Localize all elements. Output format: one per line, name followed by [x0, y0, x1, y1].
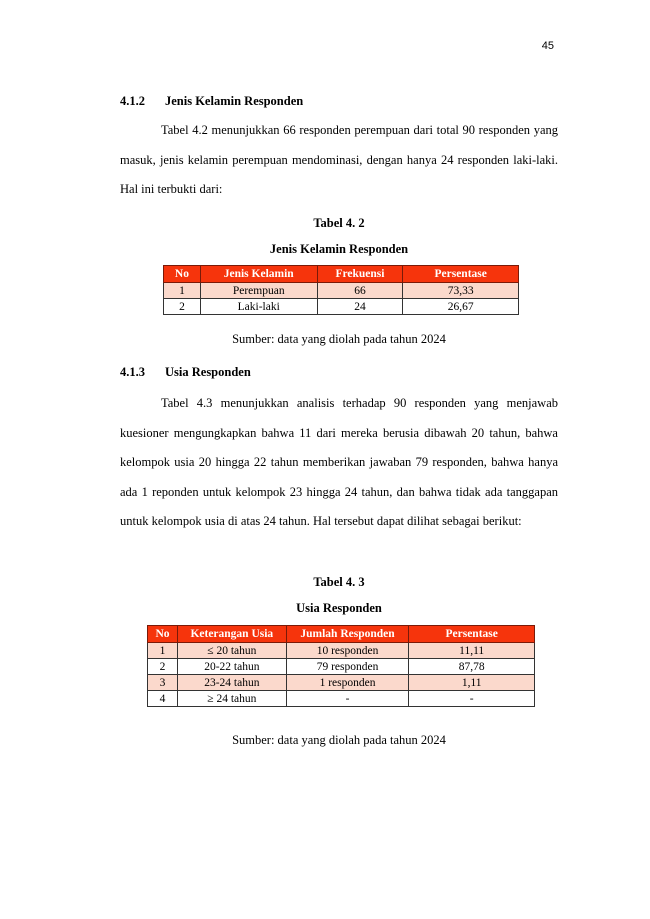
paragraph-text: Tabel 4.2 menunjukkan 66 responden perempuan dari total 90 responden yang masuk, jenis kelamin perempuan mendominasi, dengan hanya 24 responden laki-laki. Hal ini terbukti dari:	[120, 123, 558, 196]
table-row	[164, 283, 519, 299]
table-title: Usia Responden	[296, 601, 382, 615]
table-source: Sumber: data yang diolah pada tahun 2024	[232, 733, 446, 747]
section-title: Usia Responden	[165, 365, 251, 379]
column-header: Keterangan Usia	[177, 626, 286, 643]
table-cell: 11,11	[409, 643, 535, 659]
column-header: Persentase	[409, 626, 535, 643]
column-header: Frekuensi	[317, 266, 403, 283]
column-header: No	[164, 266, 201, 283]
table-cell: 1,11	[409, 675, 535, 691]
table-label: Tabel 4. 3	[313, 575, 365, 589]
table-cell: Perempuan	[200, 283, 317, 299]
table-cell: 87,78	[409, 659, 535, 675]
table-title: Jenis Kelamin Responden	[269, 242, 409, 256]
paragraph-text: Tabel 4.3 menunjukkan analisis terhadap 90 responden yang menjawab kuesioner mengungkapkan bahwa 11 dari mereka berusia dibawah 20 tahun, bahwa kelompok usia 20 hingga 22 tahun memberikan jawaban 79 responden, bahwa hanya ada 1 reponden untuk kelompok 23 hingga 24 tahun, dan bahwa tidak ada tanggapan untuk kelompok usia di atas 24 tahun. Hal tersebut dapat dilihat sebagai berikut:	[120, 396, 558, 528]
table-cell: Laki-laki	[200, 299, 317, 315]
table-cell: 4	[148, 691, 178, 707]
table-cell: 2	[164, 299, 201, 315]
section-heading-gender	[120, 94, 303, 109]
table-row	[148, 643, 535, 659]
gender-table	[163, 265, 519, 315]
column-header: No	[148, 626, 178, 643]
table-cell: 79 responden	[286, 659, 409, 675]
table-cell: 3	[148, 675, 178, 691]
table-cell: 10 responden	[286, 643, 409, 659]
table-cell: -	[286, 691, 409, 707]
table-row	[148, 691, 535, 707]
table-row	[164, 299, 519, 315]
table-cell: 1	[148, 643, 178, 659]
table-cell: 23-24 tahun	[177, 675, 286, 691]
table-row	[148, 675, 535, 691]
table-cell: 2	[148, 659, 178, 675]
table-cell: 66	[317, 283, 403, 299]
column-header: Jumlah Responden	[286, 626, 409, 643]
table-cell: ≤ 20 tahun	[177, 643, 286, 659]
table-cell: 73,33	[403, 283, 519, 299]
column-header: Persentase	[403, 266, 519, 283]
table-cell: 1 responden	[286, 675, 409, 691]
section-number: 4.1.3	[120, 365, 145, 379]
table-cell: 24	[317, 299, 403, 315]
table-cell: -	[409, 691, 535, 707]
column-header: Jenis Kelamin	[200, 266, 317, 283]
table-cell: 26,67	[403, 299, 519, 315]
table-cell: ≥ 24 tahun	[177, 691, 286, 707]
table-cell: 1	[164, 283, 201, 299]
paragraph-age	[120, 389, 558, 537]
table-cell: 20-22 tahun	[177, 659, 286, 675]
table-header-row	[164, 266, 519, 283]
table-header-row	[148, 626, 535, 643]
age-table	[147, 625, 535, 707]
section-title: Jenis Kelamin Responden	[165, 94, 304, 108]
section-number: 4.1.2	[120, 94, 145, 108]
section-heading-age	[120, 365, 251, 380]
table-row	[148, 659, 535, 675]
page-number: 45	[541, 40, 554, 52]
table-source: Sumber: data yang diolah pada tahun 2024	[232, 332, 446, 346]
table-label: Tabel 4. 2	[313, 216, 365, 230]
paragraph-gender	[120, 116, 558, 205]
